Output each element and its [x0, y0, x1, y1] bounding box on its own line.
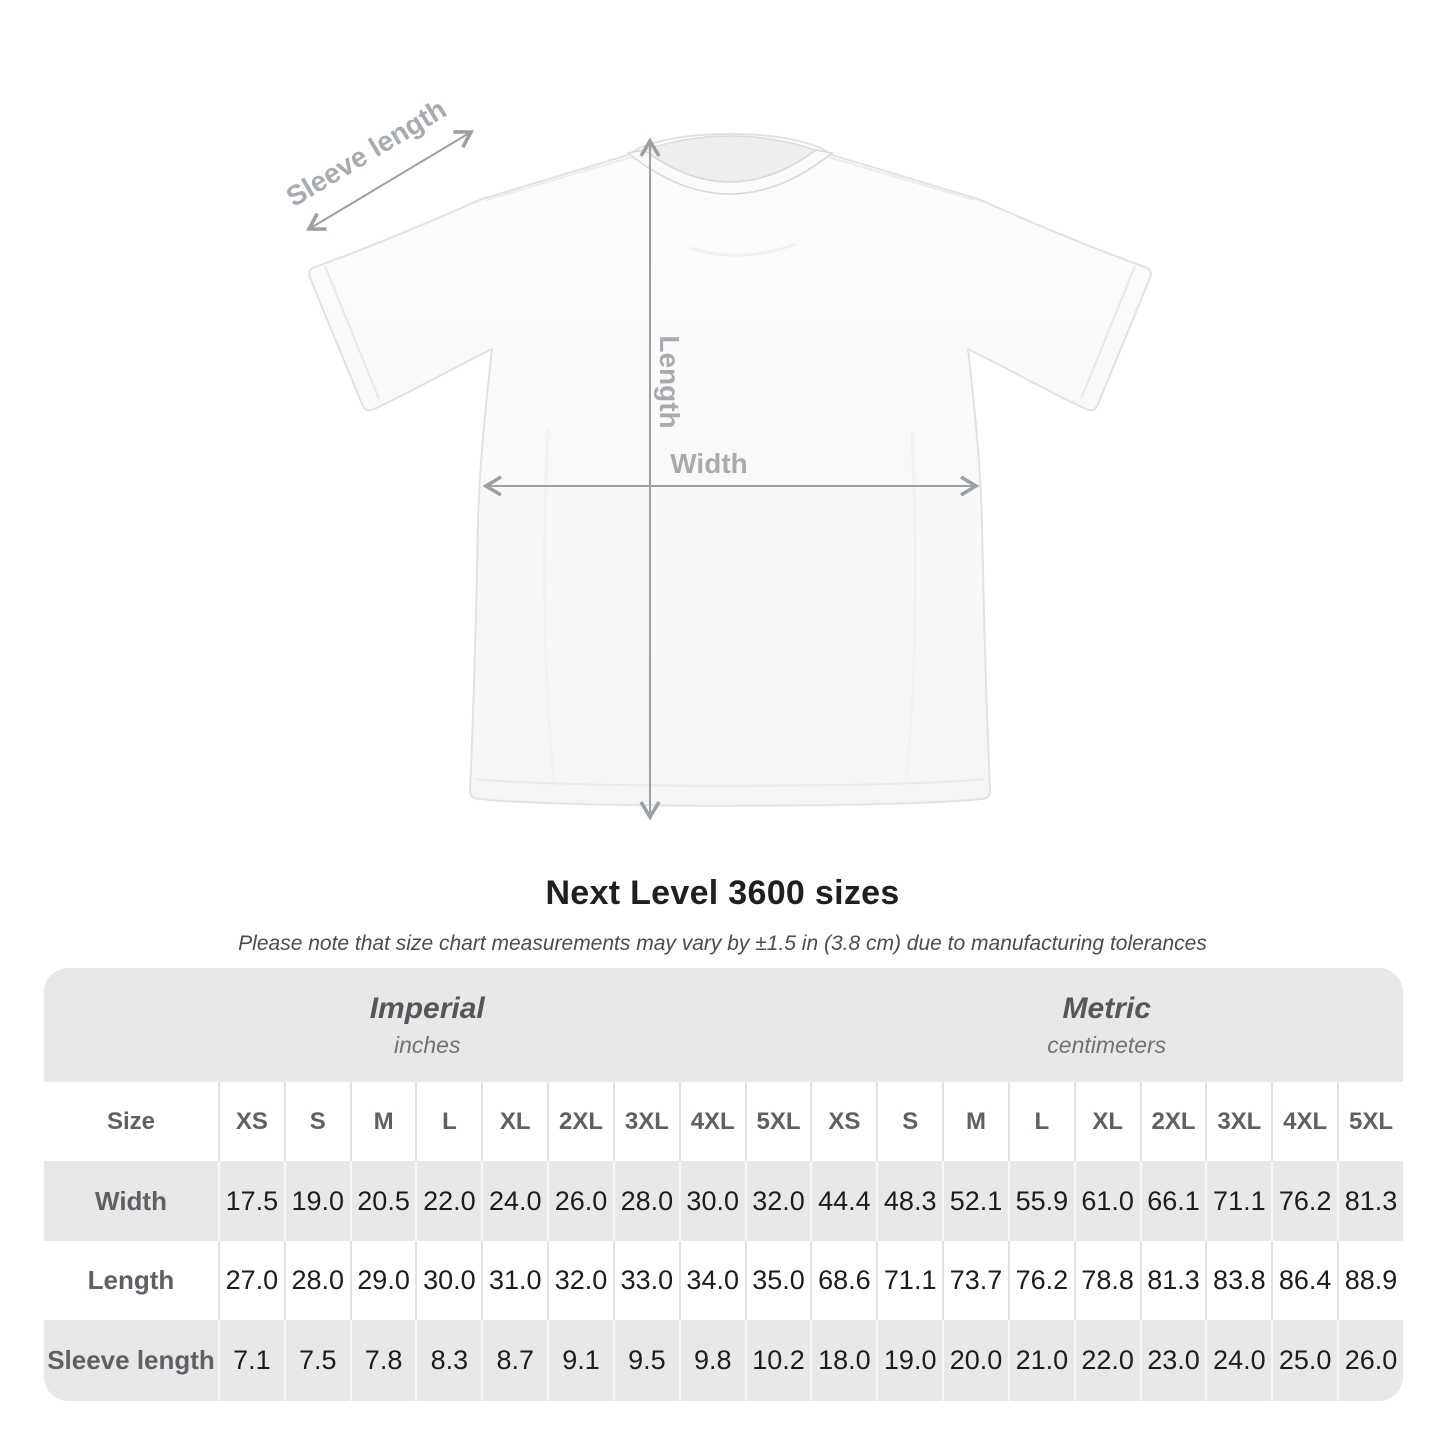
value-cell: 26.0 [547, 1161, 613, 1240]
col-header-imperial-4xl: 4XL [679, 1082, 745, 1161]
size-table-grid [44, 968, 1403, 1401]
sleeve-length-label: Sleeve length [280, 93, 452, 213]
value-cell: 7.5 [284, 1320, 350, 1401]
value-cell: 19.0 [876, 1320, 942, 1401]
col-header-metric-xs: XS [810, 1082, 876, 1161]
value-cell: 20.0 [942, 1320, 1008, 1401]
col-header-imperial-xs: XS [218, 1082, 284, 1161]
value-cell: 52.1 [942, 1161, 1008, 1240]
value-cell: 34.0 [679, 1241, 745, 1320]
table-row-width [44, 1161, 1403, 1240]
col-header-imperial-2xl: 2XL [547, 1082, 613, 1161]
value-cell: 7.1 [218, 1320, 284, 1401]
value-cell: 21.0 [1008, 1320, 1074, 1401]
value-cell: 8.3 [415, 1320, 481, 1401]
value-cell: 17.5 [218, 1161, 284, 1240]
col-header-imperial-3xl: 3XL [613, 1082, 679, 1161]
value-cell: 9.5 [613, 1320, 679, 1401]
value-cell: 55.9 [1008, 1161, 1074, 1240]
value-cell: 31.0 [481, 1241, 547, 1320]
value-cell: 7.8 [350, 1320, 416, 1401]
table-row-length [44, 1241, 1403, 1320]
col-header-imperial-l: L [415, 1082, 481, 1161]
value-cell: 78.8 [1074, 1241, 1140, 1320]
unit-group-row [44, 968, 1403, 1082]
size-corner-header: Size [44, 1082, 218, 1161]
col-header-metric-l: L [1008, 1082, 1074, 1161]
value-cell: 10.2 [745, 1320, 811, 1401]
value-cell: 68.6 [810, 1241, 876, 1320]
value-cell: 29.0 [350, 1241, 416, 1320]
value-cell: 23.0 [1140, 1320, 1206, 1401]
col-header-imperial-xl: XL [481, 1082, 547, 1161]
value-cell: 25.0 [1271, 1320, 1337, 1401]
tolerance-note: Please note that size chart measurements may vary by ±1.5 in (3.8 cm) due to manufacturing tolerances [238, 932, 1207, 955]
col-header-imperial-s: S [284, 1082, 350, 1161]
value-cell: 33.0 [613, 1241, 679, 1320]
value-cell: 44.4 [810, 1161, 876, 1240]
value-cell: 61.0 [1074, 1161, 1140, 1240]
row-label-width: Width [44, 1161, 218, 1240]
value-cell: 48.3 [876, 1161, 942, 1240]
value-cell: 66.1 [1140, 1161, 1206, 1240]
col-header-imperial-m: M [350, 1082, 416, 1161]
metric-group-header [810, 968, 1403, 1082]
imperial-group-header [44, 968, 810, 1082]
page-title: Next Level 3600 sizes [545, 874, 900, 912]
col-header-metric-2xl: 2XL [1140, 1082, 1206, 1161]
col-header-imperial-5xl: 5XL [745, 1082, 811, 1161]
value-cell: 73.7 [942, 1241, 1008, 1320]
col-header-metric-4xl: 4XL [1271, 1082, 1337, 1161]
value-cell: 9.1 [547, 1320, 613, 1401]
col-header-metric-5xl: 5XL [1337, 1082, 1403, 1161]
metric-label: Metric [1062, 991, 1151, 1025]
value-cell: 76.2 [1008, 1241, 1074, 1320]
col-header-metric-xl: XL [1074, 1082, 1140, 1161]
size-header-row [44, 1082, 1403, 1161]
row-label-length: Length [44, 1241, 218, 1320]
value-cell: 20.5 [350, 1161, 416, 1240]
value-cell: 24.0 [1205, 1320, 1271, 1401]
width-label: Width [670, 448, 748, 479]
value-cell: 28.0 [613, 1161, 679, 1240]
col-header-metric-m: M [942, 1082, 1008, 1161]
value-cell: 32.0 [547, 1241, 613, 1320]
col-header-metric-3xl: 3XL [1205, 1082, 1271, 1161]
imperial-label: Imperial [369, 991, 485, 1025]
value-cell: 19.0 [284, 1161, 350, 1240]
value-cell: 22.0 [1074, 1320, 1140, 1401]
value-cell: 30.0 [415, 1241, 481, 1320]
imperial-unit: inches [393, 1031, 461, 1058]
value-cell: 24.0 [481, 1161, 547, 1240]
value-cell: 8.7 [481, 1320, 547, 1401]
value-cell: 22.0 [415, 1161, 481, 1240]
value-cell: 83.8 [1205, 1241, 1271, 1320]
col-header-metric-s: S [876, 1082, 942, 1161]
value-cell: 81.3 [1337, 1161, 1403, 1240]
value-cell: 88.9 [1337, 1241, 1403, 1320]
value-cell: 86.4 [1271, 1241, 1337, 1320]
value-cell: 9.8 [679, 1320, 745, 1401]
value-cell: 81.3 [1140, 1241, 1206, 1320]
value-cell: 28.0 [284, 1241, 350, 1320]
value-cell: 71.1 [1205, 1161, 1271, 1240]
table-row-sleeve-length [44, 1320, 1403, 1401]
value-cell: 76.2 [1271, 1161, 1337, 1240]
size-table [44, 968, 1403, 1401]
value-cell: 32.0 [745, 1161, 811, 1240]
value-cell: 26.0 [1337, 1320, 1403, 1401]
length-label: Length [654, 335, 685, 429]
value-cell: 18.0 [810, 1320, 876, 1401]
metric-unit: centimeters [1047, 1031, 1167, 1058]
row-label-sleeve-length: Sleeve length [44, 1320, 218, 1401]
value-cell: 30.0 [679, 1161, 745, 1240]
value-cell: 35.0 [745, 1241, 811, 1320]
value-cell: 27.0 [218, 1241, 284, 1320]
value-cell: 71.1 [876, 1241, 942, 1320]
